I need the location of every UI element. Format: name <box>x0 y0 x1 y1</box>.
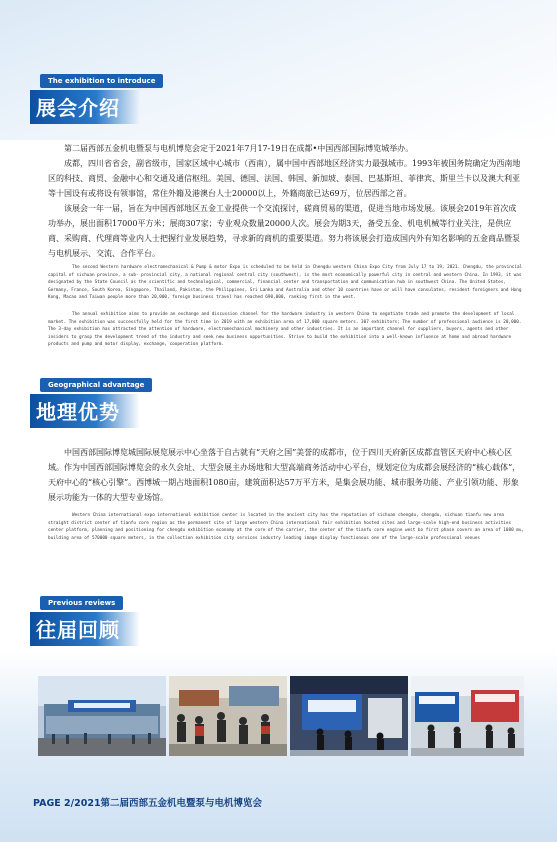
photo-exhibition-aisle <box>411 676 524 756</box>
section-cn-title: 地理优势 <box>36 400 120 424</box>
geography-paragraph: 中国西部国际博览城国际展览展示中心坐落于自古就有“天府之国”美誉的成都市，位于四川天府新区成都直管区天府中心核心区域。作为中国西部国际博览会的永久会址、大型会展主办场地和大型高端商务活动中心平台，规划定位为成都会展经济的“核心载体”，天府中心的“核心引擎”。西博城一期占地面积1080亩，建筑面积达57万平方米，是集会展功能、城市服务功能、产业引领功能、形象展示功能为一体的大型专业场馆。 <box>48 448 521 502</box>
intro-paragraph-en: The second Western hardware electromechanical & Pump & motor Expo is scheduled to be held in Chengdu western China Expo City from July 17 to 19, 2021. Chengdu, the provincial capital of sichuan province, a sub- provincial city, a national regional central city (southwest), is the most economically powerful city in central and western China. In 1993, it was designated by the State Council as the scientific and technological, commercial, financial center and transportation and communication hub in southwest China. The United States, Germany, France, South Korea, Singapore, Thailand, Pakistan, the Philippines, Sri Lanka and Australia and other 10 countries have or will have consulates, resident foreigners and Hong Kong, Macao and Taiwan people more than 20,000, foreign business travel has reached 690,000, ranking first in the west. <box>48 265 523 301</box>
section-title-box <box>30 394 140 428</box>
section-en-title: Geographical advantage <box>40 378 152 392</box>
photo-strip <box>38 676 524 756</box>
page-footer: PAGE 2/2021第二届西部五金机电暨泵与电机博览会 <box>33 798 263 809</box>
section-en-title: The exhibition to introduce <box>40 74 163 88</box>
intro-paragraph-en: The annual exhibition aims to provide an exchange and discussion channel for the hardware industry in western China to negotiate trade and promote the development of local market. The exhibition was successfully held for the first time in 2019 with an exhibition area of 17,000 square meters. 307 exhibitors; The number of professional audience is 20,000. The 3-day exhibition has attracted the attention of hardware, electromechanical machinery and other industries. It is an important channel for suppliers, buyers, agents and other insiders to grasp the development trend of the industry and seek new business opportunities. Strive to build the exhibition into a well-known influence at home and abroad hardware products and pump and motor display, exchange, cooperation platform. <box>48 312 522 348</box>
section-title-box <box>30 90 140 124</box>
section-cn-title: 展会介绍 <box>36 96 120 120</box>
photo-exhibition-crowd <box>169 676 287 756</box>
intro-paragraph: 成都，四川省省会，副省级市，国家区域中心城市（西南），属中国中西部地区经济实力最强城市。1993年被国务院确定为西南地区的科技、商贸、金融中心和交通及通信枢纽。美国、德国、法国、韩国、新加坡、泰国、巴基斯坦、菲律宾、斯里兰卡以及澳大利亚等十国设有或将设有领事馆，常住外籍及港澳台人士20000以上，外籍商旅已达69万，位居西部之首。 <box>48 159 521 198</box>
section-title-box <box>30 612 140 646</box>
photo-expo-hall-exterior <box>38 676 166 756</box>
intro-paragraph: 第二届西部五金机电暨泵与电机博览会定于2021年7月17-19日在成都•中国西部国际博览城举办。 <box>64 144 414 153</box>
section-cn-title: 往届回顾 <box>36 618 120 642</box>
section-en-title: Previous reviews <box>40 596 123 610</box>
intro-paragraph: 该展会一年一届，旨在为中国西部地区五金工业提供一个交流探讨，磋商贸易的渠道，促进当地市场发展。该展会2019年首次成功举办，展出面积17000平方米；展商307家；专业观众数量20000人次。展会为期3天，备受五金、机电机械等行业关注，是供应商、采购商、代理商等业内人士把握行业发展趋势，寻求新的商机的重要渠道。努力将该展会打造成国内外有知名影响的五金商品暨泵与电机展示、交流、合作平台。 <box>48 204 520 258</box>
geography-paragraph-en: Western China international expo international exhibition center is located in the ancient city has the reputation of sichuan chengdu, chengdu, sichuan tianfu new area straight district center of tianfu core region as the permanent site of large western China international fair exhibition hosted sites and large-scale high-end business activities center platform, planning and positioning for chengdu exhibition economy at the core of the carrier, the center of the tianfu core engine west bo first phase covers an area of 1080 mu, building area of 570000 square meters, in the collection exhibition city services industry leading image display functionous one of the large-scale professional venues <box>48 513 524 541</box>
photo-exhibition-booth <box>290 676 408 756</box>
